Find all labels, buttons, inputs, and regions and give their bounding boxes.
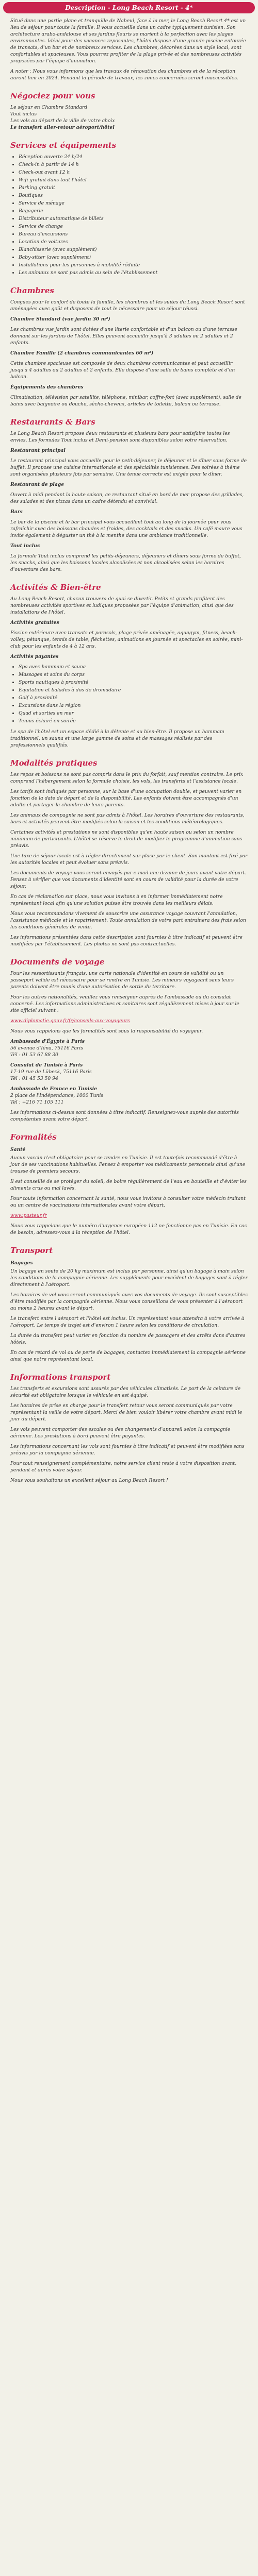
transport-paragraph: Un bagage en soute de 20 kg maximum est inclus par personne, ainsi qu'un bagage à main selon les conditions de la compagnie aérienne. Les suppléments pour excédent de bagages sont à régler directement à l'aéroport. xyxy=(10,1268,248,1287)
info-paragraph: Pour tout renseignement complémentaire, notre service client reste à votre disposition avant, pendant et après votre séjour. xyxy=(10,1461,237,1473)
consulate-title: Consulat de Tunisie à Paris xyxy=(10,1062,83,1068)
dining-heading: Restaurants & Bars xyxy=(10,417,95,427)
room-family-text: Cette chambre spacieuse est composée de deux chambres communicantes et peut accueillir jusqu'à 4 adultes ou 2 adultes et 2 enfants. Elle dispose d'une salle de bains complète et d'un balcon. xyxy=(10,361,235,380)
list-item: • Spa avec hammam et sauna xyxy=(19,664,248,670)
activities-free-title: Activités gratuites xyxy=(10,620,59,625)
conditions-paragraph: Les tarifs sont indiqués par personne, sur la base d'une occupation double, et peuvent varier en fonction de la date de départ et de la disponibilité. Les enfants doivent être accompagnés d'un adulte et partager la chambre de leurs parents. xyxy=(10,789,242,808)
list-item: • Réception ouverte 24 h/24 xyxy=(19,154,248,160)
health-link[interactable]: www.pasteur.fr xyxy=(10,1213,47,1218)
included-line: Les vols au départ de la ville de votre choix xyxy=(10,118,115,124)
health-paragraph: Pour toute information concernant la santé, nous vous invitons à consulter votre médecin traitant ou un centre de vaccinations internationales avant votre départ. xyxy=(10,1196,246,1208)
health-paragraph-after: Nous vous rappelons que le numéro d'urgence européen 112 ne fonctionne pas en Tunisie. En cas de besoin, adressez-vous à la réception de l'hôtel. xyxy=(10,1223,247,1235)
room-standard-text: Les chambres vue jardin sont dotées d'une literie confortable et d'un balcon ou d'une terrasse donnant sur les jardins de l'hôtel. Elles peuvent accueillir jusqu'à 3 adultes ou 2 adultes et 2 enfants. xyxy=(10,327,237,346)
list-item: • Check-in à partir de 14 h xyxy=(19,161,248,168)
included-list xyxy=(10,104,248,131)
consulate2-line: 2 place de l'Indépendance, 1000 Tunis xyxy=(10,1093,103,1098)
activities-spa-text: Le spa de l'hôtel est un espace dédié à la détente et au bien-être. Il propose un hammam traditionnel, un sauna et une large gamme de soins et de massages réalisés par des professionnels qualifiés. xyxy=(10,729,224,748)
documents-heading: Documents de voyage xyxy=(10,957,105,967)
conditions-paragraph: Nous vous recommandons vivement de souscrire une assurance voyage couvrant l'annulation, l'assistance médicale et le rapatriement. Toute annulation de votre part entraînera des frais selon les conditions générales de vente. xyxy=(10,911,246,930)
services-heading: Services et équipements xyxy=(10,141,117,150)
list-item: • Bagagerie xyxy=(19,208,248,214)
dining-allinc-title: Tout inclus xyxy=(10,543,40,549)
activities-paid-list xyxy=(10,664,248,724)
list-item: • Sports nautiques à proximité xyxy=(19,679,248,686)
conditions-paragraph: En cas de réclamation sur place, nous vous invitons à en informer immédiatement notre représentant local afin qu'une solution puisse être trouvée dans les meilleurs délais. xyxy=(10,894,223,906)
page xyxy=(0,2,258,1503)
list-item: • Location de voitures xyxy=(19,239,248,245)
dining-allinc-text: La formule Tout inclus comprend les petits-déjeuners, déjeuners et dîners sous forme de buffet, les snacks, ainsi que les boissons locales alcoolisées et non alcoolisées selon les horaires d'ouverture des bars. xyxy=(10,553,241,572)
transport-paragraph: Le transfert entre l'aéroport et l'hôtel est inclus. Un représentant vous attendra à votre arrivée à l'aéroport. Le temps de trajet est d'environ 1 heure selon les conditions de circulation. xyxy=(10,1316,245,1328)
documents-closing: Les informations ci-dessus sont données à titre indicatif. Renseignez-vous auprès des autorités compétentes avant votre départ. xyxy=(10,1110,239,1122)
consulate-block xyxy=(10,1062,248,1082)
activities-heading: Activités & Bien-être xyxy=(10,583,101,592)
page-title: Description - Long Beach Resort - 4* xyxy=(3,2,255,13)
conditions-paragraph: Une taxe de séjour locale est à régler directement sur place par le client. Son montant est fixé par les autorités locales et peut évoluer sans préavis. xyxy=(10,853,248,866)
list-item: • Excursions dans la région xyxy=(19,702,248,709)
room-equipment-title: Équipements des chambres xyxy=(10,384,84,390)
dining-grill-text: Ouvert à midi pendant la haute saison, ce restaurant situé en bord de mer propose des grillades, des salades et des pizzas dans un cadre détendu et convivial. xyxy=(10,492,244,504)
rooms-heading: Chambres xyxy=(10,286,54,295)
info-paragraph: Les transferts et excursions sont assurés par des véhicules climatisés. Le port de la ceinture de sécurité est obligatoire lorsque le véhicule en est équipé. xyxy=(10,1386,241,1398)
documents-paragraph: Pour les autres nationalités, veuillez vous renseigner auprès de l'ambassade ou du consulat concerné. Les informations administratives et sanitaires sont régulièrement mises à jour sur le site officiel suivant : xyxy=(10,994,239,1013)
consulate2-line: Tél : +216 71 105 111 xyxy=(10,1099,64,1105)
transport-heading: Transport xyxy=(10,1246,53,1255)
embassy-block xyxy=(10,1038,248,1058)
intro-paragraph-1: Situé dans une partie plane et tranquille de Nabeul, face à la mer, le Long Beach Resort 4* est un lieu de séjour pour toute la famille. Il vous accueille dans un cadre typiquement tunisien. Son architecture arabo-andalouse et ses jardins fleuris se marient à la perfection avec les plages environnantes. Idéal pour des vacances reposantes, l'hôtel dispose d'une grande piscine entourée de transats, d'un bar et de nombreux services. Les chambres, décorées dans un style local, sont confortables et spacieuses. Vous pourrez profiter de la plage privée et des nombreuses activités proposées par l'équipe d'animation. xyxy=(10,18,246,64)
info-paragraph: Les horaires de prise en charge pour le transfert retour vous seront communiqués par votre représentant la veille de votre départ. Merci de bien vouloir libérer votre chambre avant midi le jour du départ. xyxy=(10,1403,243,1422)
conditions-paragraph: Les animaux de compagnie ne sont pas admis à l'hôtel. Les horaires d'ouverture des restaurants, bars et activités peuvent être modifiés selon la saison et les conditions météorologiques. xyxy=(10,812,245,825)
list-item: • Massages et soins du corps xyxy=(19,671,248,678)
health-subheading: Santé xyxy=(10,1147,26,1153)
health-paragraph: Aucun vaccin n'est obligatoire pour se rendre en Tunisie. Il est toutefois recommandé d'être à jour de ses vaccinations habituelles. Pensez à emporter vos médicaments personnels ainsi qu'une trousse de premiers secours. xyxy=(10,1155,246,1174)
included-line: Le transfert aller-retour aéroport/hôtel xyxy=(10,125,115,130)
room-family-title: Chambre Famille (2 chambres communicantes 60 m²) xyxy=(10,350,154,356)
list-item: • Service de ménage xyxy=(19,200,248,207)
consulate-line: 17-19 rue de Lübeck, 75116 Paris xyxy=(10,1069,92,1075)
services-list xyxy=(10,154,248,276)
list-item: • Blanchisserie (avec supplément) xyxy=(19,246,248,253)
embassy-line: 56 avenue d'Iéna, 75116 Paris xyxy=(10,1045,84,1051)
documents-link[interactable]: www.diplomatie.gouv.fr/fr/conseils-aux-voyageurs xyxy=(10,1018,130,1024)
list-item: • Tennis éclairé en soirée xyxy=(19,718,248,724)
conditions-paragraph: Les informations présentées dans cette description sont fournies à titre indicatif et peuvent être modifiées par l'établissement. Les photos ne sont pas contractuelles. xyxy=(10,935,243,947)
dining-intro: Le Long Beach Resort propose deux restaurants et plusieurs bars pour satisfaire toutes les envies. Les formules Tout inclus et Demi-pension sont disponibles selon votre réservation. xyxy=(10,431,230,443)
consulate2-block xyxy=(10,1086,248,1106)
list-item: • Distributeur automatique de billets xyxy=(19,215,248,222)
activities-paid-title: Activités payantes xyxy=(10,654,59,659)
intro-paragraph-2: A noter : Nous vous informons que les travaux de rénovation des chambres et de la réception auront lieu en 2024. Pendant la période de travaux, les zones concernées seront inaccessibles. xyxy=(10,69,238,81)
list-item: • Bureau d'excursions xyxy=(19,231,248,238)
conditions-paragraph: Certaines activités et prestations ne sont disponibles qu'en haute saison ou selon un nombre minimum de participants. L'hôtel se réserve le droit de modifier le programme d'animation sans préavis. xyxy=(10,829,243,849)
embassy-line: Tél : 01 53 67 88 30 xyxy=(10,1052,58,1058)
dining-main-text: Le restaurant principal vous accueille pour le petit-déjeuner, le déjeuner et le dîner sous forme de buffet. Il propose une cuisine internationale et des spécialités tunisiennes. Des soirées à thème sont organisées plusieurs fois par semaine. Une tenue correcte est exigée pour le dîner. xyxy=(10,458,247,477)
rooms-intro: Conçues pour le confort de toute la famille, les chambres et les suites du Long Beach Resort sont aménagées avec goût et disposent de tout le nécessaire pour un séjour réussi. xyxy=(10,299,245,312)
activities-intro: Au Long Beach Resort, chacun trouvera de quoi se divertir. Petits et grands profitent des nombreuses activités sportives et ludiques proposées par l'équipe d'animation, ainsi que des installations de l'hôtel. xyxy=(10,596,234,615)
dining-bars-title: Bars xyxy=(10,509,23,515)
content xyxy=(0,13,258,1484)
transport-paragraph: En cas de retard de vol ou de perte de bagages, contactez immédiatement la compagnie aérienne ainsi que notre représentant local. xyxy=(10,1350,246,1362)
room-standard-title: Chambre Standard (vue jardin 30 m²) xyxy=(10,316,110,322)
transport-subheading: Bagages xyxy=(10,1260,33,1266)
consulate-line: Tél : 01 45 53 50 94 xyxy=(10,1076,58,1081)
conditions-heading: Modalités pratiques xyxy=(10,758,98,768)
health-heading: Formalités xyxy=(10,1132,57,1142)
dining-grill-title: Restaurant de plage xyxy=(10,482,64,487)
embassy-title: Ambassade d'Égypte à Paris xyxy=(10,1039,85,1044)
conditions-paragraph: Les documents de voyage vous seront envoyés par e-mail une dizaine de jours avant votre départ. Pensez à vérifier que vos documents d'identité sont en cours de validité pour la durée de votre séjour. xyxy=(10,870,246,889)
included-line: Le séjour en Chambre Standard xyxy=(10,105,88,110)
activities-free-text: Piscine extérieure avec transats et parasols, plage privée aménagée, aquagym, fitness, beach-volley, pétanque, tennis de table, fléchettes, animations en journée et spectacles en soirée, mini-club pour les enfants de 4 à 12 ans. xyxy=(10,630,243,649)
transport-paragraph: La durée du transfert peut varier en fonction du nombre de passagers et des arrêts dans d'autres hôtels. xyxy=(10,1333,246,1345)
list-item: • Wifi gratuit dans tout l'hôtel xyxy=(19,177,248,183)
health-paragraph: Il est conseillé de se protéger du soleil, de boire régulièrement de l'eau en bouteille et d'éviter les aliments crus ou mal lavés. xyxy=(10,1179,247,1191)
transport-paragraph: Les horaires de vol vous seront communiqués avec vos documents de voyage. Ils sont susceptibles d'être modifiés par la compagnie aérienne. Nous vous conseillons de vous présenter à l'aéroport au moins 2 heures avant le départ. xyxy=(10,1292,248,1311)
info-paragraph: Les vols peuvent comporter des escales ou des changements d'appareil selon la compagnie aérienne. Les prestations à bord peuvent être payantes. xyxy=(10,1427,231,1439)
list-item: • Équitation et balades à dos de dromadaire xyxy=(19,687,248,693)
room-equipment-text: Climatisation, télévision par satellite, téléphone, minibar, coffre-fort (avec supplément), salle de bains avec baignoire ou douche, sèche-cheveux, articles de toilette, balcon ou terrasse. xyxy=(10,395,241,407)
included-line: Tout inclus xyxy=(10,111,37,117)
dining-main-title: Restaurant principal xyxy=(10,448,66,453)
list-item: • Parking gratuit xyxy=(19,184,248,191)
info-paragraph: Les informations concernant les vols sont fournies à titre indicatif et peuvent être modifiées sans préavis par la compagnie aérienne. xyxy=(10,1444,245,1456)
list-item: • Golf à proximité xyxy=(19,694,248,701)
list-item: • Check-out avant 12 h xyxy=(19,169,248,176)
list-item: • Service de change xyxy=(19,223,248,230)
dining-bars-text: Le bar de la piscine et le bar principal vous accueillent tout au long de la journée pour vous rafraîchir avec des boissons chaudes et froides, des cocktails et des snacks. Un café maure vous invite également à déguster un thé à la menthe dans une ambiance traditionnelle. xyxy=(10,519,243,538)
list-item: • Les animaux ne sont pas admis au sein de l'établissement xyxy=(19,269,248,276)
conditions-paragraph: Les repas et boissons ne sont pas compris dans le prix du forfait, sauf mention contraire. Le prix comprend l'hébergement selon la formule choisie, les vols, les transferts et l'assistance locale. xyxy=(10,772,244,784)
documents-paragraph-after: Nous vous rappelons que les formalités sont sous la responsabilité du voyageur. xyxy=(10,1028,203,1034)
list-item: • Baby-sitter (avec supplément) xyxy=(19,254,248,261)
info-paragraph: Nous vous souhaitons un excellent séjour au Long Beach Resort ! xyxy=(10,1478,168,1483)
list-item: • Quad et sorties en mer xyxy=(19,710,248,717)
consulate2-title: Ambassade de France en Tunisie xyxy=(10,1086,98,1092)
documents-paragraph: Pour les ressortissants français, une carte nationale d'identité en cours de validité ou un passeport valide est nécessaire pour se rendre en Tunisie. Les mineurs voyageant sans leurs parents doivent être munis d'une autorisation de sortie du territoire. xyxy=(10,971,234,990)
included-heading: Négociez pour vous xyxy=(10,91,95,100)
info-heading: Informations transport xyxy=(10,1372,111,1382)
list-item: • Boutiques xyxy=(19,192,248,199)
list-item: • Installations pour les personnes à mobilité réduite xyxy=(19,262,248,268)
